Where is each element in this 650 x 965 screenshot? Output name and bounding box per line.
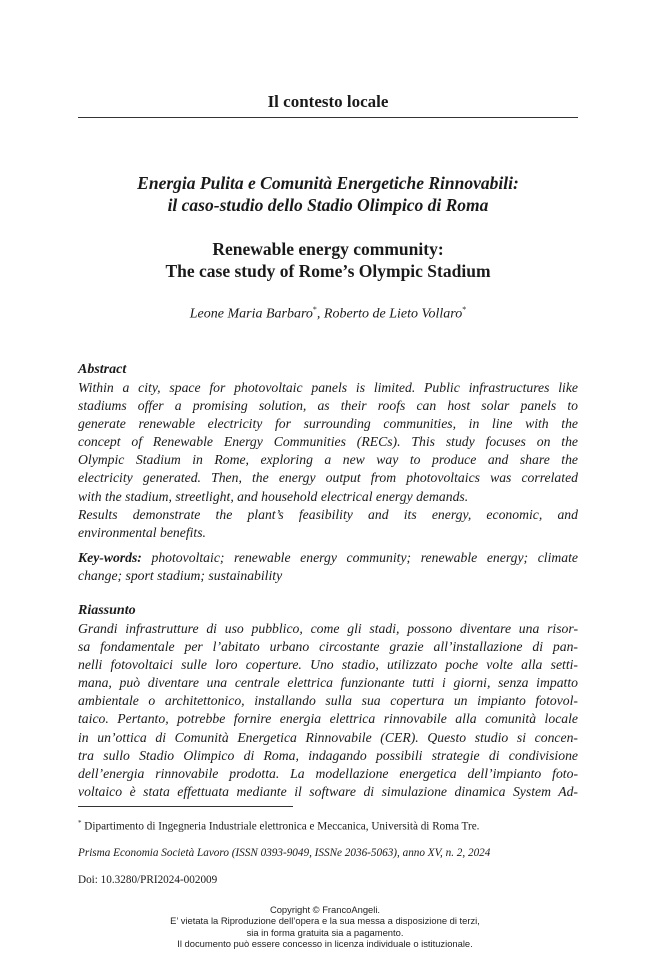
- english-title: [78, 238, 578, 282]
- abstract-line: with the stadium, streetlight, and household electrical energy demands.: [78, 488, 469, 504]
- riassunto-body: [78, 620, 578, 801]
- author-name: Leone Maria Barbaro: [189, 306, 313, 322]
- italian-title-line-2: il caso-studio dello Stadio Olimpico di Roma: [167, 195, 489, 215]
- keywords-text: photovoltaic; renewable energy community; renewable energy; climate: [141, 550, 578, 565]
- abstract-line: stadiums offer a promising solution, as their roofs can host solar panels to: [78, 398, 578, 414]
- doi-line: Doi: 10.3280/PRI2024-002009: [78, 874, 218, 886]
- footnote-mark: *: [78, 819, 82, 827]
- riassunto-line: sa fondamentale per l’abitato urbano circostante grazie all’installazione di pan-: [78, 639, 578, 655]
- abstract-results-line: environmental benefits.: [78, 524, 206, 540]
- english-title-line-1: Renewable energy community:: [212, 239, 444, 259]
- riassunto-heading: Riassunto: [78, 603, 136, 618]
- riassunto-section: [78, 602, 578, 801]
- riassunto-line: Grandi infrastrutture di uso pubblico, come gli stadi, possono diventare una risor-: [78, 621, 578, 636]
- copyright-line: sia in forma gratuita sia a pagamento.: [246, 926, 404, 938]
- riassunto-line: taico. Pertanto, potrebbe fornire energia elettrica rinnovabile alla comunità locale: [78, 711, 578, 727]
- copyright-notice: [100, 904, 550, 950]
- riassunto-line: voltaico è stata effettuata mediante il software di simulazione dinamica System Ad-: [78, 783, 578, 799]
- header-rule: [78, 117, 578, 118]
- italian-title: [78, 172, 578, 216]
- copyright-line: Il documento può essere concesso in licenza individuale o istituzionale.: [177, 938, 473, 950]
- author-name: Roberto de Lieto Vollaro: [323, 306, 463, 322]
- author-separator: ,: [316, 306, 324, 322]
- italian-title-line-1: Energia Pulita e Comunità Energetiche Rinnovabili:: [137, 173, 519, 193]
- abstract-body: [78, 379, 578, 542]
- riassunto-line: dell’energia rinnovabile prodotta. La modellazione energetica dell’impianto foto-: [78, 765, 578, 781]
- abstract-line: electricity generated. Then, the energy output from photovoltaics was correlated: [78, 470, 578, 486]
- abstract-line: Within a city, space for photovoltaic panels is limited. Public infrastructures like: [78, 380, 578, 395]
- abstract-section: [78, 361, 578, 542]
- abstract-line: Olympic Stadium in Rome, exploring a new way to produce and share the: [78, 452, 578, 468]
- keywords-label: Key-words:: [78, 550, 142, 565]
- riassunto-line: in un’ottica di Comunità Energetica Rinnovabile (CER). Questo studio si concen-: [78, 729, 578, 745]
- affiliation-footnote: [78, 819, 598, 833]
- copyright-line: Copyright © FrancoAngeli.: [269, 904, 381, 915]
- affiliation-mark: *: [312, 305, 317, 314]
- riassunto-line: tra sullo Stadio Olimpico di Roma, indagando possibili strategie di condivisione: [78, 747, 578, 763]
- abstract-heading: Abstract: [78, 362, 127, 377]
- abstract-line: generate renewable electricity for surrounding communities, in line with the: [78, 416, 578, 432]
- journal-citation: Prisma Economia Società Lavoro (ISSN 0393-9049, ISSNe 2036-5063), anno XV, n. 2, 2024: [78, 847, 491, 859]
- footnote-text: Dipartimento di Ingegneria Industriale elettronica e Meccanica, Università di Roma Tre.: [81, 820, 480, 833]
- abstract-line: concept of Renewable Energy Communities (RECs). This study focuses on the: [78, 434, 578, 450]
- author-list: [78, 305, 578, 323]
- riassunto-line: mana, può diventare una centrale elettrica funzionante tutti i giorni, senza impatto: [78, 675, 578, 691]
- abstract-results-line: Results demonstrate the plant’s feasibility and its energy, economic, and: [78, 506, 578, 522]
- footnote-rule: [78, 806, 293, 807]
- riassunto-line: ambientale o architettonico, installando sulla sua copertura un impianto fotovol-: [78, 693, 578, 709]
- english-title-line-2: The case study of Rome’s Olympic Stadium: [165, 261, 491, 281]
- riassunto-line: nelli fotovoltaici sulle loro coperture. Uno stadio, utilizzato poche volte alla setti-: [78, 657, 578, 673]
- keywords-section: [78, 549, 578, 585]
- keywords-line: change; sport stadium; sustainability: [78, 568, 283, 584]
- keywords-line: [78, 549, 578, 567]
- copyright-line: E’ vietata la Riproduzione dell’opera e la sua messa a disposizione di terzi,: [170, 915, 480, 927]
- affiliation-mark: *: [462, 305, 467, 314]
- running-header: Il contesto locale: [267, 92, 389, 111]
